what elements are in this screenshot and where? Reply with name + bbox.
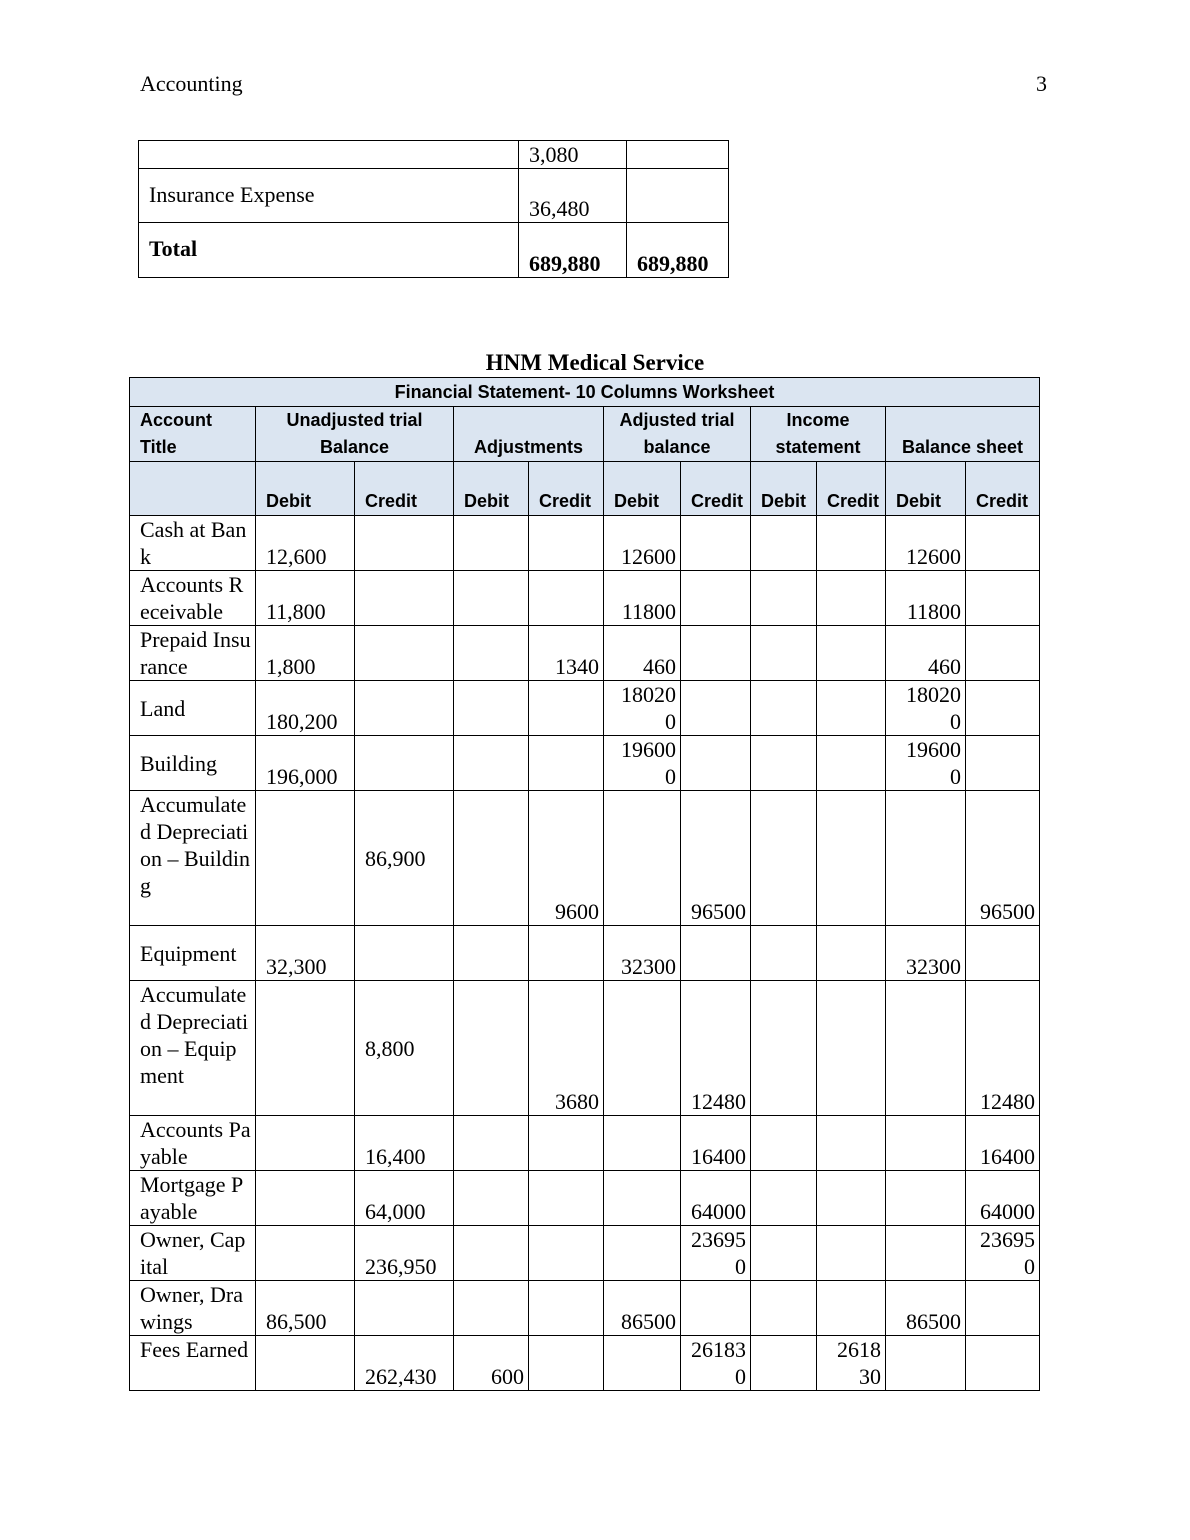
- total-credit: 689,880: [627, 223, 729, 278]
- amount-cell: [751, 1116, 817, 1171]
- amount-cell: [529, 1171, 604, 1226]
- amount-cell: [886, 1171, 966, 1226]
- amount-cell: [751, 516, 817, 571]
- amount-cell: [751, 1281, 817, 1336]
- amount-cell: [681, 681, 751, 736]
- amount-cell: [604, 1226, 681, 1281]
- amount-cell: 1,800: [256, 626, 355, 681]
- amount-cell: [355, 571, 454, 626]
- amount-cell: 8,800: [355, 981, 454, 1116]
- table-row: [130, 1171, 1040, 1226]
- worksheet-caption: Financial Statement- 10 Columns Worksheet: [130, 378, 1040, 407]
- amount-cell: [529, 1226, 604, 1281]
- amount-cell: [966, 626, 1040, 681]
- group-header: Income statement: [751, 407, 886, 462]
- amount-cell: [817, 1281, 886, 1336]
- total-debit: 689,880: [519, 223, 627, 278]
- table-row: [130, 1226, 1040, 1281]
- debit-cell: 36,480: [519, 169, 627, 223]
- company-title: HNM Medical Service: [485, 350, 705, 375]
- amount-cell: [529, 571, 604, 626]
- amount-cell: [681, 926, 751, 981]
- account-title-cell: Owner, Drawings: [130, 1281, 256, 1336]
- amount-cell: [817, 736, 886, 791]
- amount-cell: [817, 1226, 886, 1281]
- account-cell: Insurance Expense: [139, 169, 519, 223]
- amount-cell: [817, 516, 886, 571]
- account-title-cell: Accounts Receivable: [130, 571, 256, 626]
- amount-cell: [751, 736, 817, 791]
- amount-cell: [529, 516, 604, 571]
- amount-cell: [886, 1336, 966, 1391]
- amount-cell: [817, 791, 886, 926]
- amount-cell: [454, 1116, 529, 1171]
- amount-cell: [256, 791, 355, 926]
- amount-cell: [355, 681, 454, 736]
- amount-cell: [886, 981, 966, 1116]
- amount-cell: [681, 516, 751, 571]
- worksheet-table: [129, 377, 1040, 1391]
- table-row: [139, 169, 729, 223]
- amount-cell: [604, 1171, 681, 1226]
- table-row: [130, 571, 1040, 626]
- amount-cell: [454, 1281, 529, 1336]
- table-row: [130, 791, 1040, 926]
- credit-cell: [627, 169, 729, 223]
- group-header: Adjusted trial balance: [604, 407, 751, 462]
- amount-cell: [817, 1116, 886, 1171]
- amount-cell: 261830: [817, 1336, 886, 1391]
- table-row: [130, 1281, 1040, 1336]
- amount-cell: [355, 1281, 454, 1336]
- amount-cell: 86,900: [355, 791, 454, 926]
- amount-cell: [966, 681, 1040, 736]
- amount-cell: [256, 1116, 355, 1171]
- amount-cell: 261830: [681, 1336, 751, 1391]
- amount-cell: [454, 981, 529, 1116]
- account-title-cell: Prepaid Insurance: [130, 626, 256, 681]
- amount-cell: 12600: [604, 516, 681, 571]
- amount-cell: 64,000: [355, 1171, 454, 1226]
- amount-cell: [817, 626, 886, 681]
- amount-cell: 196000: [604, 736, 681, 791]
- amount-cell: [886, 1116, 966, 1171]
- subheader-debit: Debit: [751, 462, 817, 516]
- subheader-credit: Credit: [966, 462, 1040, 516]
- amount-cell: [454, 1226, 529, 1281]
- amount-cell: [256, 1171, 355, 1226]
- amount-cell: [886, 791, 966, 926]
- amount-cell: [966, 1281, 1040, 1336]
- amount-cell: 236950: [966, 1226, 1040, 1281]
- amount-cell: [751, 981, 817, 1116]
- amount-cell: [454, 571, 529, 626]
- subheader-credit: Credit: [355, 462, 454, 516]
- amount-cell: 196,000: [256, 736, 355, 791]
- amount-cell: [604, 1336, 681, 1391]
- amount-cell: [529, 926, 604, 981]
- amount-cell: [966, 926, 1040, 981]
- account-title-cell: Accumulated Depreciation – Building: [130, 791, 256, 926]
- amount-cell: 96500: [966, 791, 1040, 926]
- group-header: Adjustments: [454, 407, 604, 462]
- group-header: Unadjusted trial Balance: [256, 407, 454, 462]
- amount-cell: [256, 981, 355, 1116]
- subheader-debit: Debit: [454, 462, 529, 516]
- running-header: Accounting: [140, 71, 243, 96]
- account-title-cell: Fees Earned: [130, 1336, 256, 1391]
- subheader-debit: Debit: [886, 462, 966, 516]
- amount-cell: 16400: [966, 1116, 1040, 1171]
- debit-cell: 3,080: [519, 141, 627, 169]
- amount-cell: 12480: [681, 981, 751, 1116]
- table-row: [130, 1116, 1040, 1171]
- amount-cell: [681, 1281, 751, 1336]
- account-title-cell: Accounts Payable: [130, 1116, 256, 1171]
- amount-cell: [751, 626, 817, 681]
- amount-cell: [681, 571, 751, 626]
- amount-cell: [454, 736, 529, 791]
- amount-cell: 11,800: [256, 571, 355, 626]
- amount-cell: [751, 571, 817, 626]
- amount-cell: [355, 516, 454, 571]
- amount-cell: [256, 1336, 355, 1391]
- amount-cell: [454, 516, 529, 571]
- amount-cell: [751, 1336, 817, 1391]
- subheader-credit: Credit: [529, 462, 604, 516]
- account-title-cell: Equipment: [130, 926, 256, 981]
- trial-balance-continuation-table: [138, 140, 729, 278]
- amount-cell: [751, 681, 817, 736]
- amount-cell: [454, 926, 529, 981]
- subheader-credit: Credit: [681, 462, 751, 516]
- amount-cell: [529, 1281, 604, 1336]
- account-title-cell: Owner, Capital: [130, 1226, 256, 1281]
- amount-cell: [751, 791, 817, 926]
- amount-cell: 236,950: [355, 1226, 454, 1281]
- amount-cell: [966, 736, 1040, 791]
- account-title-cell: Mortgage Payable: [130, 1171, 256, 1226]
- amount-cell: [454, 791, 529, 926]
- amount-cell: [355, 926, 454, 981]
- table-row: [130, 626, 1040, 681]
- amount-cell: 3680: [529, 981, 604, 1116]
- amount-cell: [886, 1226, 966, 1281]
- subheader-debit: Debit: [256, 462, 355, 516]
- account-title-cell: Cash at Bank: [130, 516, 256, 571]
- total-row: [139, 223, 729, 278]
- amount-cell: [817, 926, 886, 981]
- amount-cell: [817, 681, 886, 736]
- amount-cell: [751, 1226, 817, 1281]
- table-row: [130, 516, 1040, 571]
- amount-cell: 196000: [886, 736, 966, 791]
- account-title-cell: Land: [130, 681, 256, 736]
- amount-cell: [751, 1171, 817, 1226]
- amount-cell: 262,430: [355, 1336, 454, 1391]
- amount-cell: 96500: [681, 791, 751, 926]
- table-row: [130, 736, 1040, 791]
- amount-cell: [966, 1336, 1040, 1391]
- amount-cell: 460: [604, 626, 681, 681]
- amount-cell: [256, 1226, 355, 1281]
- amount-cell: 16400: [681, 1116, 751, 1171]
- amount-cell: 86,500: [256, 1281, 355, 1336]
- subheader-credit: Credit: [817, 462, 886, 516]
- group-header: Balance sheet: [886, 407, 1040, 462]
- amount-cell: 32300: [604, 926, 681, 981]
- amount-cell: 64000: [681, 1171, 751, 1226]
- account-title-cell: Building: [130, 736, 256, 791]
- table-row: [130, 681, 1040, 736]
- subheader-blank: [130, 462, 256, 516]
- group-header: Account Title: [130, 407, 256, 462]
- amount-cell: 16,400: [355, 1116, 454, 1171]
- amount-cell: 11800: [604, 571, 681, 626]
- amount-cell: [681, 626, 751, 681]
- amount-cell: [529, 1116, 604, 1171]
- amount-cell: [604, 981, 681, 1116]
- amount-cell: [355, 626, 454, 681]
- account-title-cell: Accumulated Depreciation – Equipment: [130, 981, 256, 1116]
- amount-cell: [817, 1171, 886, 1226]
- subheader-debit: Debit: [604, 462, 681, 516]
- table-row: [139, 141, 729, 169]
- amount-cell: 9600: [529, 791, 604, 926]
- amount-cell: [966, 516, 1040, 571]
- amount-cell: [751, 926, 817, 981]
- table-row: [130, 926, 1040, 981]
- amount-cell: 12,600: [256, 516, 355, 571]
- table-row: [130, 1336, 1040, 1391]
- table-row: [130, 981, 1040, 1116]
- amount-cell: [817, 571, 886, 626]
- amount-cell: 180200: [604, 681, 681, 736]
- amount-cell: 180,200: [256, 681, 355, 736]
- amount-cell: 11800: [886, 571, 966, 626]
- account-cell: [139, 141, 519, 169]
- amount-cell: [966, 571, 1040, 626]
- page-number: 3: [1036, 71, 1047, 96]
- amount-cell: [604, 791, 681, 926]
- amount-cell: 600: [454, 1336, 529, 1391]
- amount-cell: 12480: [966, 981, 1040, 1116]
- amount-cell: 460: [886, 626, 966, 681]
- amount-cell: [454, 681, 529, 736]
- amount-cell: [817, 981, 886, 1116]
- amount-cell: 32,300: [256, 926, 355, 981]
- amount-cell: [355, 736, 454, 791]
- amount-cell: [529, 681, 604, 736]
- amount-cell: [604, 1116, 681, 1171]
- amount-cell: 86500: [604, 1281, 681, 1336]
- credit-cell: [627, 141, 729, 169]
- amount-cell: 12600: [886, 516, 966, 571]
- amount-cell: [681, 736, 751, 791]
- amount-cell: [529, 736, 604, 791]
- amount-cell: [454, 1171, 529, 1226]
- amount-cell: 64000: [966, 1171, 1040, 1226]
- total-label: Total: [139, 223, 519, 278]
- amount-cell: 236950: [681, 1226, 751, 1281]
- amount-cell: [454, 626, 529, 681]
- amount-cell: 1340: [529, 626, 604, 681]
- amount-cell: 86500: [886, 1281, 966, 1336]
- amount-cell: 32300: [886, 926, 966, 981]
- amount-cell: 180200: [886, 681, 966, 736]
- amount-cell: [529, 1336, 604, 1391]
